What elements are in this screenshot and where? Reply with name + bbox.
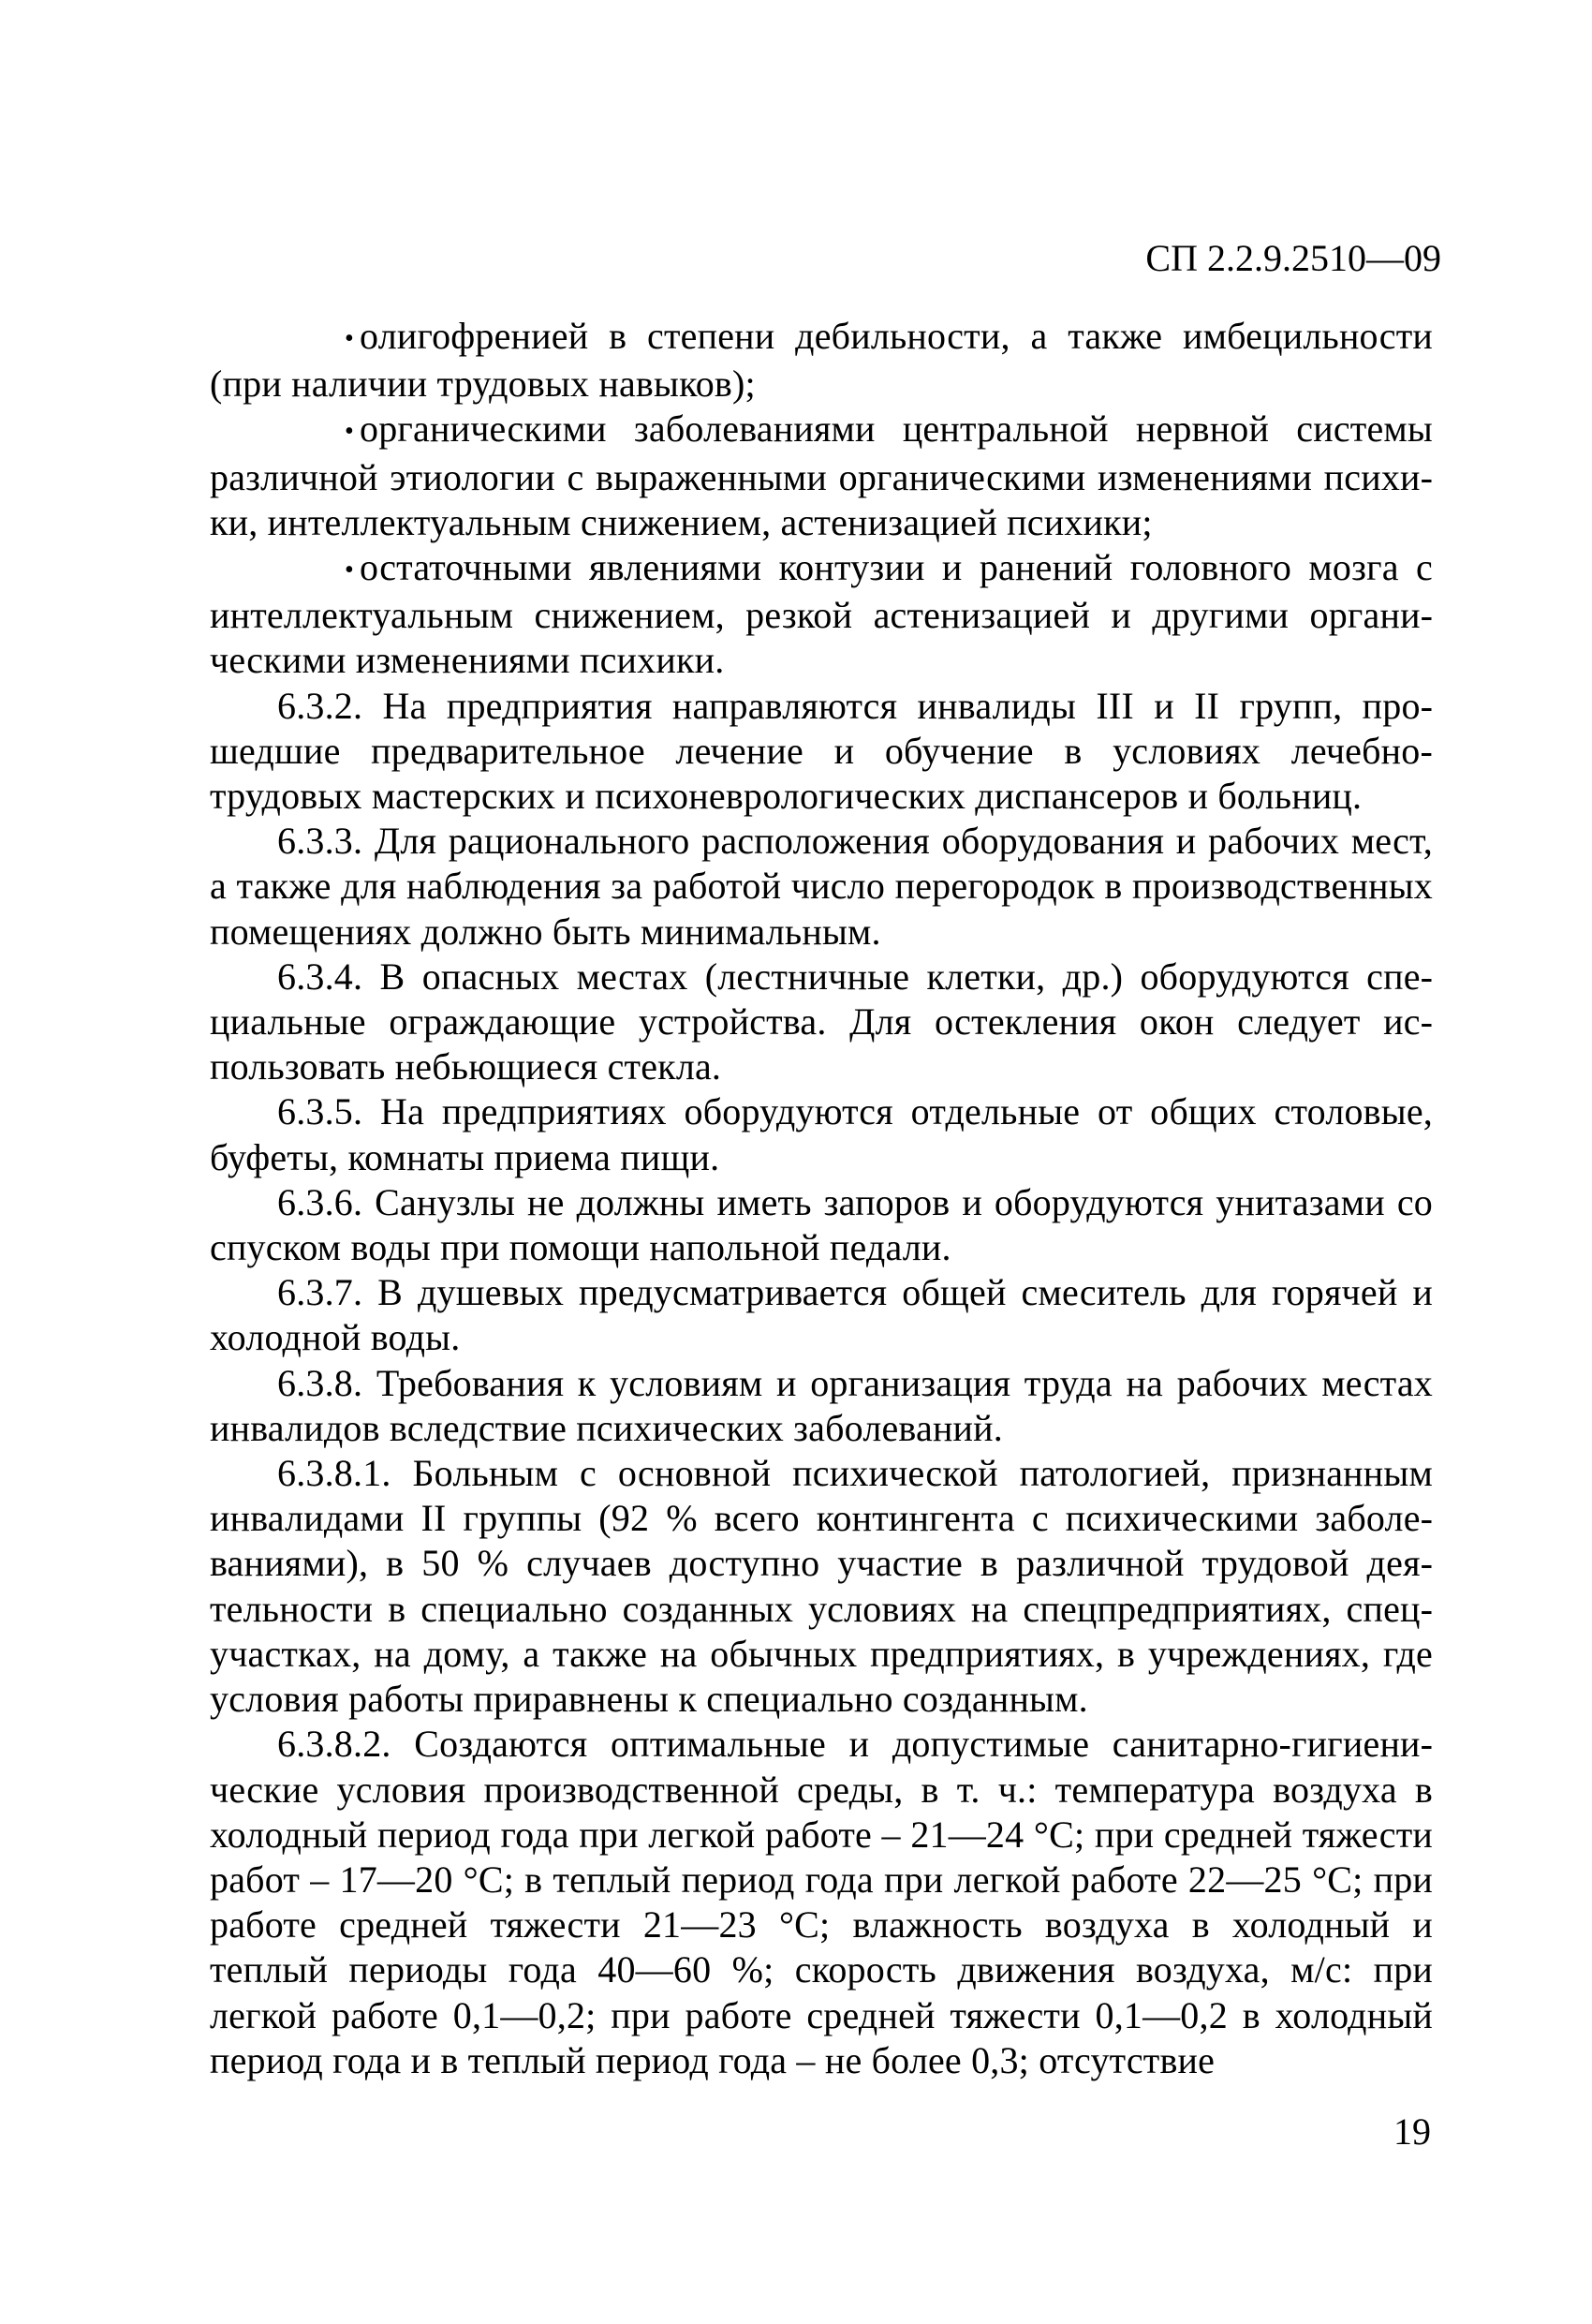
- bullet-icon: •: [345, 417, 355, 447]
- page-number: 19: [1393, 2110, 1431, 2153]
- paragraph-6-3-7: 6.3.7. В душевых предусматривается общей смеситель для горячей и холодной воды.: [210, 1271, 1433, 1359]
- list-item-text: олигофренией в степени дебильности, а также имбецильности (при наличии трудовых навыков);: [210, 315, 1433, 406]
- paragraph-6-3-8: 6.3.8. Требования к условиям и организация труда на рабочих местах инвалидов вследствие психических заболеваний.: [210, 1361, 1433, 1449]
- paragraph-6-3-8-2: 6.3.8.2. Создаются оптимальные и допустимые санитарно-гигиенические условия производственной среды, в т. ч.: температура воздуха в холодный период года при легкой работе – 21—24 °С; при средней тяжести работ – 17—20 °С; в теплый период года при легкой работе 22—25 °С; при работе средней тяжести 21—23 °С; влажность воздуха в холодный и теплый периоды года 40—60 %; скорость движения воздуха, м/с: при легкой работе 0,1—0,2; при работе средней тяжести 0,1—0,2 в холодный период года и в теплый период года – не более 0,3; отсутствие: [210, 1723, 1433, 2081]
- list-item: [210, 407, 1433, 545]
- paragraph-6-3-2: 6.3.2. На предприятия направляются инвалиды III и II групп, прошедшие предварительное лечение и обучение в условиях лечебно-трудовых мастерских и психоневрологических диспансеров и больниц.: [210, 684, 1433, 818]
- paragraph-6-3-6: 6.3.6. Санузлы не должны иметь запоров и оборудуются унитазами со спуском воды при помощи напольной педали.: [210, 1180, 1433, 1269]
- list-item: [210, 545, 1433, 684]
- body-text: [210, 314, 1433, 2083]
- paragraph-6-3-4: 6.3.4. В опасных местах (лестничные клетки, др.) оборудуются специальные ограждающие устройства. Для остекления окон следует использовать небьющиеся стекла.: [210, 955, 1433, 1088]
- list-item: [210, 314, 1433, 407]
- list-item-text: остаточными явлениями контузии и ранений головного мозга с интеллектуальным снижением, резкой астенизацией и другими органическими изменениями психики.: [210, 546, 1433, 682]
- paragraph-6-3-8-1: 6.3.8.1. Больным с основной психической патологией, признанным инвалидами II группы (92 % всего контингента с психическими заболеваниями), в 50 % случаев доступно участие в различной трудовой деятельности в специально созданных условиях на спецпредприятиях, спецучастках, на дому, а также на обычных предприятиях, в учреждениях, где условия работы приравнены к специально созданным.: [210, 1452, 1433, 1721]
- bullet-icon: •: [345, 555, 355, 585]
- document-code: СП 2.2.9.2510—09: [1145, 237, 1441, 279]
- paragraph-6-3-3: 6.3.3. Для рационального расположения оборудования и рабочих мест, а также для наблюдения за работой число перегородок в производственных помещениях должно быть минимальным.: [210, 820, 1433, 953]
- paragraph-6-3-5: 6.3.5. На предприятиях оборудуются отдельные от общих столовые, буфеты, комнаты приема пищи.: [210, 1090, 1433, 1178]
- bullet-icon: •: [345, 324, 355, 353]
- list-item-text: органическими заболеваниями центральной нервной системы различной этиологии с выраженными органическими изменениями психики, интеллектуальным снижением, астенизацией психики;: [210, 407, 1433, 543]
